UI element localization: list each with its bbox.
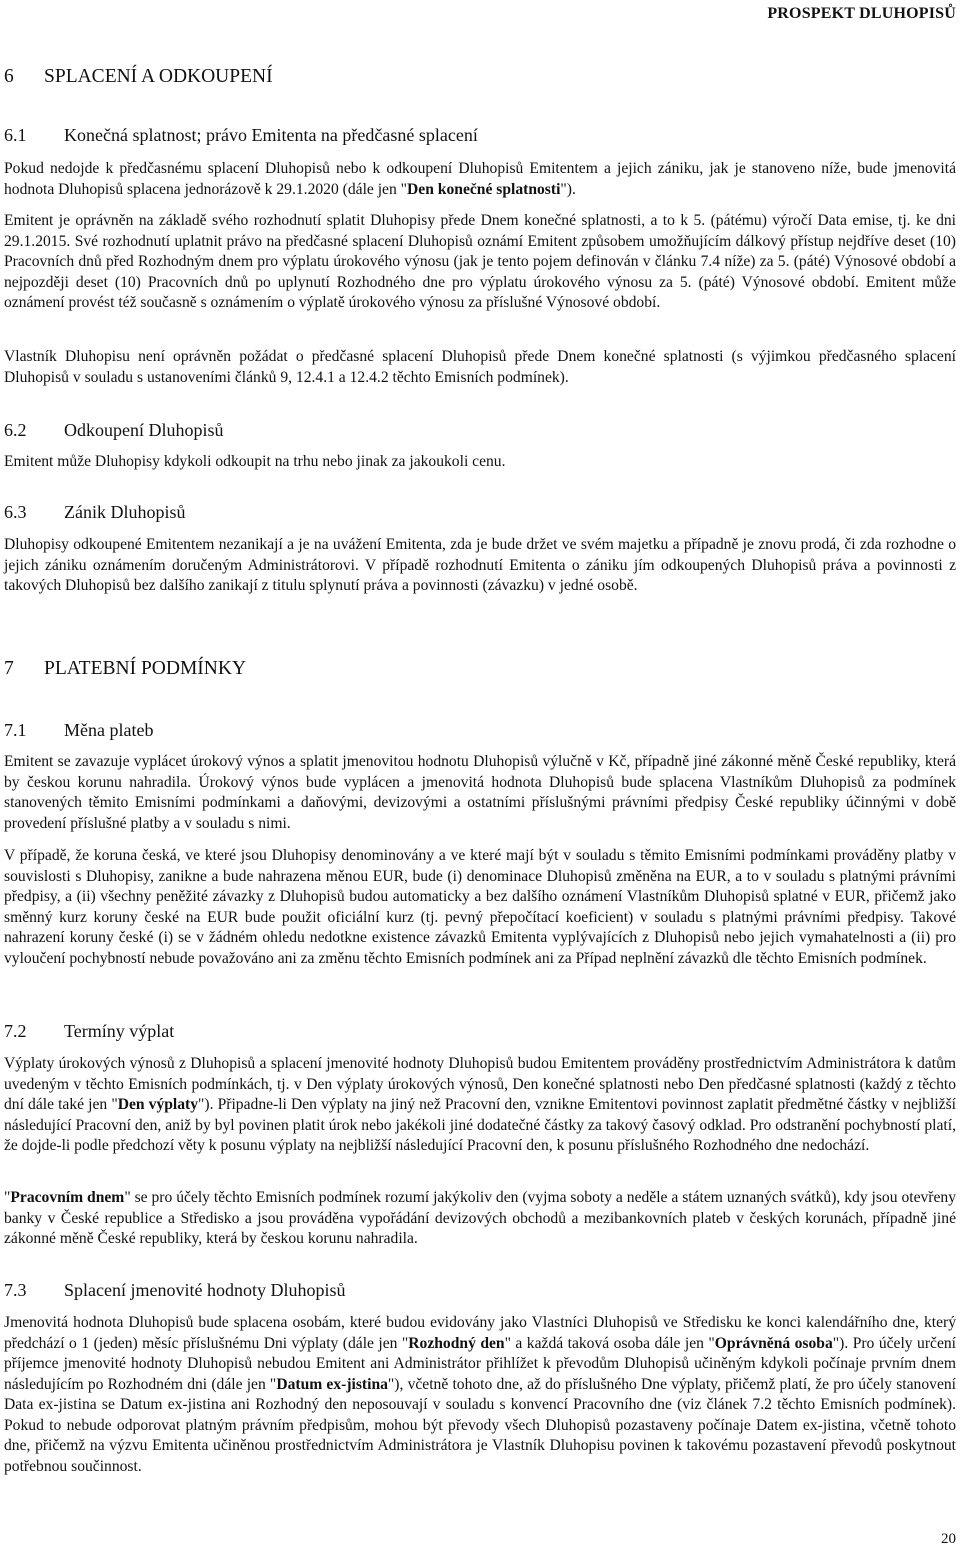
section-number: 7.2: [4, 1021, 27, 1041]
section-title: Splacení jmenovité hodnoty Dluhopisů: [64, 1280, 346, 1300]
section-6-2-heading: [4, 420, 224, 441]
section-number: 6.2: [4, 420, 27, 440]
section-number: 7.3: [4, 1280, 27, 1300]
paragraph: [4, 1188, 956, 1250]
section-title: SPLACENÍ A ODKOUPENÍ: [44, 66, 273, 87]
section-number: 6.3: [4, 502, 27, 522]
paragraph: V případě, že koruna česká, ve které jsou Dluhopisy denominovány a ve které mají být v souladu s těmito Emisními podmínkami prováděny platby v souvislosti s Dluhopisy, zanikne a bude nahrazena měnou EUR, bude (i) denominace Dluhopisů změněna na EUR, a to v souladu s platnými právními předpisy, a (ii) všechny peněžité závazky z Dluhopisů budou automaticky a bez dalšího oznámení Vlastníkům Dluhopisů splatné v EUR, přičemž jako směnný kurz koruny české na EUR bude použit oficiální kurz (tj. pevný přepočítací koeficient) v souladu s platnými právními předpisy. Takové nahrazení koruny české (i) se v žádném ohledu nedotkne existence závazků Emitenta vyplývajících z Dluhopisů nebo jejich vymahatelnosti a (ii) pro vyloučení pochybností nebude považováno ani za změnu těchto Emisních podmínek ani za Případ neplnění závazků dle těchto Emisních podmínek.: [4, 847, 956, 967]
section-title: PLATEBNÍ PODMÍNKY: [44, 658, 247, 679]
text-run: Výplaty úrokových výnosů z Dluhopisů a splacení jmenovité hodnoty Dluhopisů budou Emitentem prováděny prostřednictvím Administrátora k datům uvedeným v těchto Emisních podmínkách, tj. v Den výplaty úrokových výnosů, Den konečné splatnosti nebo Den předčasné splatnosti (každý z těchto dní dále také jen ": [4, 1055, 956, 1113]
defined-term: Rozhodný den: [408, 1334, 505, 1352]
text-run: "), včetně tohoto dne, až do příslušného Dne výplaty, přičemž platí, že pro účely stanovení Data ex-jistina se Datum ex-jistina ani Rozhodný den neposouvají v souladu s konvencí Pracovního dne (viz článek 7.2 těchto Emisních podmínek). Pokud to nebude odporovat platným právním předpisům, mohou být převody všech Dluhopisů pozastaveny počínaje Datem ex-jistina, včetně tohoto dne, přičemž na výzvu Emitenta učiněnou prostřednictvím Administrátora je Vlastník Dluhopisu povinen k takovému pozastavení převodů poskytnout potřebnou součinnost.: [4, 1375, 957, 1475]
paragraph: [4, 1054, 956, 1157]
text-run: Pokud nedojde k předčasnému splacení Dluhopisů nebo k odkoupení Dluhopisů Emitentem a jejich zániku, jak je stanoveno níže, bude jmenovitá hodnota Dluhopisů splacena jednorázově k 29.1.2020 (dále jen ": [4, 160, 956, 198]
defined-term: Pracovním dnem: [10, 1189, 125, 1206]
section-6-heading: [4, 66, 273, 88]
section-title: Konečná splatnost; právo Emitenta na předčasné splacení: [64, 125, 478, 145]
defined-term: Den výplaty: [117, 1096, 199, 1113]
section-6-3-heading: [4, 502, 186, 523]
text-run: " se pro účely těchto Emisních podmínek rozumí jakýkoliv den (vyjma soboty a neděle a státem uznaných svátků), kdy jsou otevřeny banky v České republice a Středisko a jsou prováděna vypořádání devizových obchodů a mezibankovních plateb v českých korunách, případně jiné zákonné měně České republiky, která by českou korunu nahradila.: [4, 1189, 956, 1247]
defined-term: Oprávněná osoba: [714, 1334, 833, 1352]
running-header: PROSPEKT DLUHOPISŮ: [767, 5, 956, 22]
text-run: Jmenovitá hodnota Dluhopisů bude splacena osobám, které budou evidovány jako Vlastníci Dluhopisů ve Středisku ke konci kalendářního dne, který předchází o 1 (jeden) měsíc příslušnému Dni výplaty (dále jen ": [4, 1314, 956, 1352]
section-7-heading: [4, 658, 246, 680]
section-title: Zánik Dluhopisů: [64, 502, 186, 522]
section-7-3-heading: [4, 1280, 345, 1301]
paragraph: Emitent je oprávněn na základě svého rozhodnutí splatit Dluhopisy přede Dnem konečné splatnosti, a to k 5. (pátému) výročí Data emise, tj. ke dni 29.1.2015. Své rozhodnutí uplatnit právo na předčasné splacení Dluhopisů oznámí Emitent způsobem umožňujícím dálkový přístup nejdříve deset (10) Pracovních dnů před Rozhodným dnem pro výplatu úrokového výnosu (jak je tento pojem definován v článku 7.4 níže) za 5. (páté) Výnosové období a nejpozději deset (10) Pracovních dnů po uplynutí Rozhodného dne pro výplatu úrokového výnosu za 5. (páté) Výnosové období. Emitent může oznámení provést též současně s oznámením o výplatě úrokového výnosu za příslušné Výnosové období.: [4, 212, 956, 311]
paragraph: [4, 159, 956, 200]
section-title: Odkoupení Dluhopisů: [64, 420, 224, 440]
text-run: ": [4, 1189, 11, 1206]
defined-term: Datum ex-jistina: [276, 1375, 388, 1393]
section-number: 7.1: [4, 720, 27, 740]
section-7-2-heading: [4, 1021, 174, 1042]
section-title: Měna plateb: [64, 720, 154, 740]
section-number: 6: [4, 66, 14, 87]
section-number: 6.1: [4, 125, 27, 145]
text-run: ").: [560, 180, 576, 198]
section-7-1-heading: [4, 720, 153, 741]
text-run: "). Připadne-li Den výplaty na jiný než Pracovní den, vznikne Emitentovi povinnost zaplatit předmětné částky v nejbližší následující Pracovní den, aniž by byl povinen platit úrok nebo jakékoli jiné dodatečné částky za takový časový odklad. Pro odstranění pochybností platí, že dojde-li podle předchozí věty k posunu výplaty na nejbližší následující Pracovní den, k posunu příslušného Rozhodného dne nedochází.: [4, 1096, 956, 1154]
page-number: 20: [941, 1531, 956, 1547]
paragraph: Emitent se zavazuje vyplácet úrokový výnos a splatit jmenovitou hodnotu Dluhopisů výlučně v Kč, případně jiné zákonné měně České republiky, která by českou korunu nahradila. Úrokový výnos bude vyplácen a jmenovitá hodnota Dluhopisů bude splacena Vlastníkům Dluhopisů za podmínek stanovených těmito Emisními podmínkami a daňovými, devizovými a ostatními příslušnými právními předpisy České republiky účinnými v době provedení příslušné platby a v souladu s nimi.: [4, 753, 956, 832]
section-6-1-heading: [4, 125, 478, 146]
section-number: 7: [4, 658, 14, 679]
paragraph: [4, 1313, 956, 1477]
paragraph: Emitent může Dluhopisy kdykoli odkoupit na trhu nebo jinak za jakoukoli cenu.: [4, 453, 506, 470]
section-title: Termíny výplat: [64, 1021, 175, 1041]
paragraph: Dluhopisy odkoupené Emitentem nezanikají a je na uvážení Emitenta, zda je bude držet ve svém majetku a případně je znovu prodá, či zda rozhodne o jejich zániku oznámením doručeným Administrátorovi. V případě rozhodnutí Emitenta o zániku jím odkoupených Dluhopisů práva a povinnosti z takových Dluhopisů bez dalšího zanikají z titulu splynutí práva a povinnosti (závazku) v jedné osobě.: [4, 536, 956, 594]
paragraph: Vlastník Dluhopisu není oprávněn požádat o předčasné splacení Dluhopisů přede Dnem konečné splatnosti (s výjimkou předčasného splacení Dluhopisů v souladu s ustanoveními článků 9, 12.4.1 a 12.4.2 těchto Emisních podmínek).: [4, 348, 956, 386]
defined-term: Den konečné splatnosti: [407, 180, 561, 198]
text-run: "). Pro účely určení příjemce jmenovité hodnoty Dluhopisů nebudou Emitent ani Administrátor přihlížet k převodům Dluhopisů učiněným kdykoli počínaje prvním dnem následujícím po Rozhodném dni (dále jen ": [4, 1334, 957, 1393]
text-run: " a každá taková osoba dále jen ": [504, 1334, 715, 1352]
